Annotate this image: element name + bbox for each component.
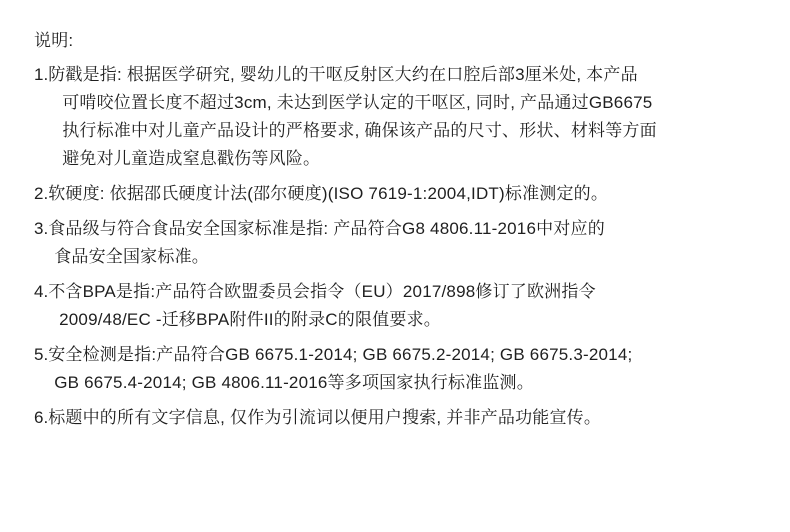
list-item-body (48, 180, 756, 208)
text-line: 软硬度: 依据邵氏硬度计法(邵尔硬度)(ISO 7619-1:2004,IDT)标准测定的。 (48, 184, 609, 203)
list-item-body (48, 341, 756, 397)
list-item-body (48, 278, 756, 334)
text-line: 食品安全国家标准。 (54, 247, 209, 266)
list-item-number: 2. (34, 184, 49, 203)
list-item-number: 6. (34, 408, 49, 427)
list-item-number: 3. (34, 219, 49, 238)
list-item-number: 4. (34, 282, 49, 301)
text-line: 食品级与符合食品安全国家标准是指: 产品符合G8 4806.11-2016中对应的 (48, 219, 605, 238)
text-line: 2009/48/EC -迁移BPA附件II的附录C的限值要求。 (54, 310, 441, 329)
list-item (34, 215, 756, 271)
list-item-number: 1. (34, 65, 49, 84)
list-item (34, 180, 756, 208)
list-item (34, 341, 756, 397)
list-item-number: 5. (34, 345, 49, 364)
text-line: 防戳是指: 根据医学研究, 婴幼儿的干呕反射区大约在口腔后部3厘米处, 本产品 (48, 65, 638, 84)
list-item-body (48, 404, 756, 432)
text-line: GB 6675.4-2014; GB 4806.11-2016等多项国家执行标准监测。 (54, 373, 534, 392)
list-item-body (48, 215, 756, 271)
list-item (34, 61, 756, 173)
list-item (34, 404, 756, 432)
text-line: 标题中的所有文字信息, 仅作为引流词以便用户搜索, 并非产品功能宣传。 (48, 408, 602, 427)
text-line: 不含BPA是指:产品符合欧盟委员会指令（EU）2017/898修订了欧洲指令 (48, 282, 596, 301)
page-title: 说明: (34, 31, 74, 50)
list-item-body (48, 61, 756, 173)
text-line: 执行标准中对儿童产品设计的严格要求, 确保该产品的尺寸、形状、材料等方面 (62, 121, 657, 140)
text-line: 避免对儿童造成窒息戳伤等风险。 (62, 149, 321, 168)
text-line: 可啃咬位置长度不超过3cm, 未达到医学认定的干呕区, 同时, 产品通过GB6675 (62, 93, 653, 112)
list-item (34, 278, 756, 334)
text-line: 安全检测是指:产品符合GB 6675.1-2014; GB 6675.2-2014; GB 6675.3-2014; (48, 345, 633, 364)
